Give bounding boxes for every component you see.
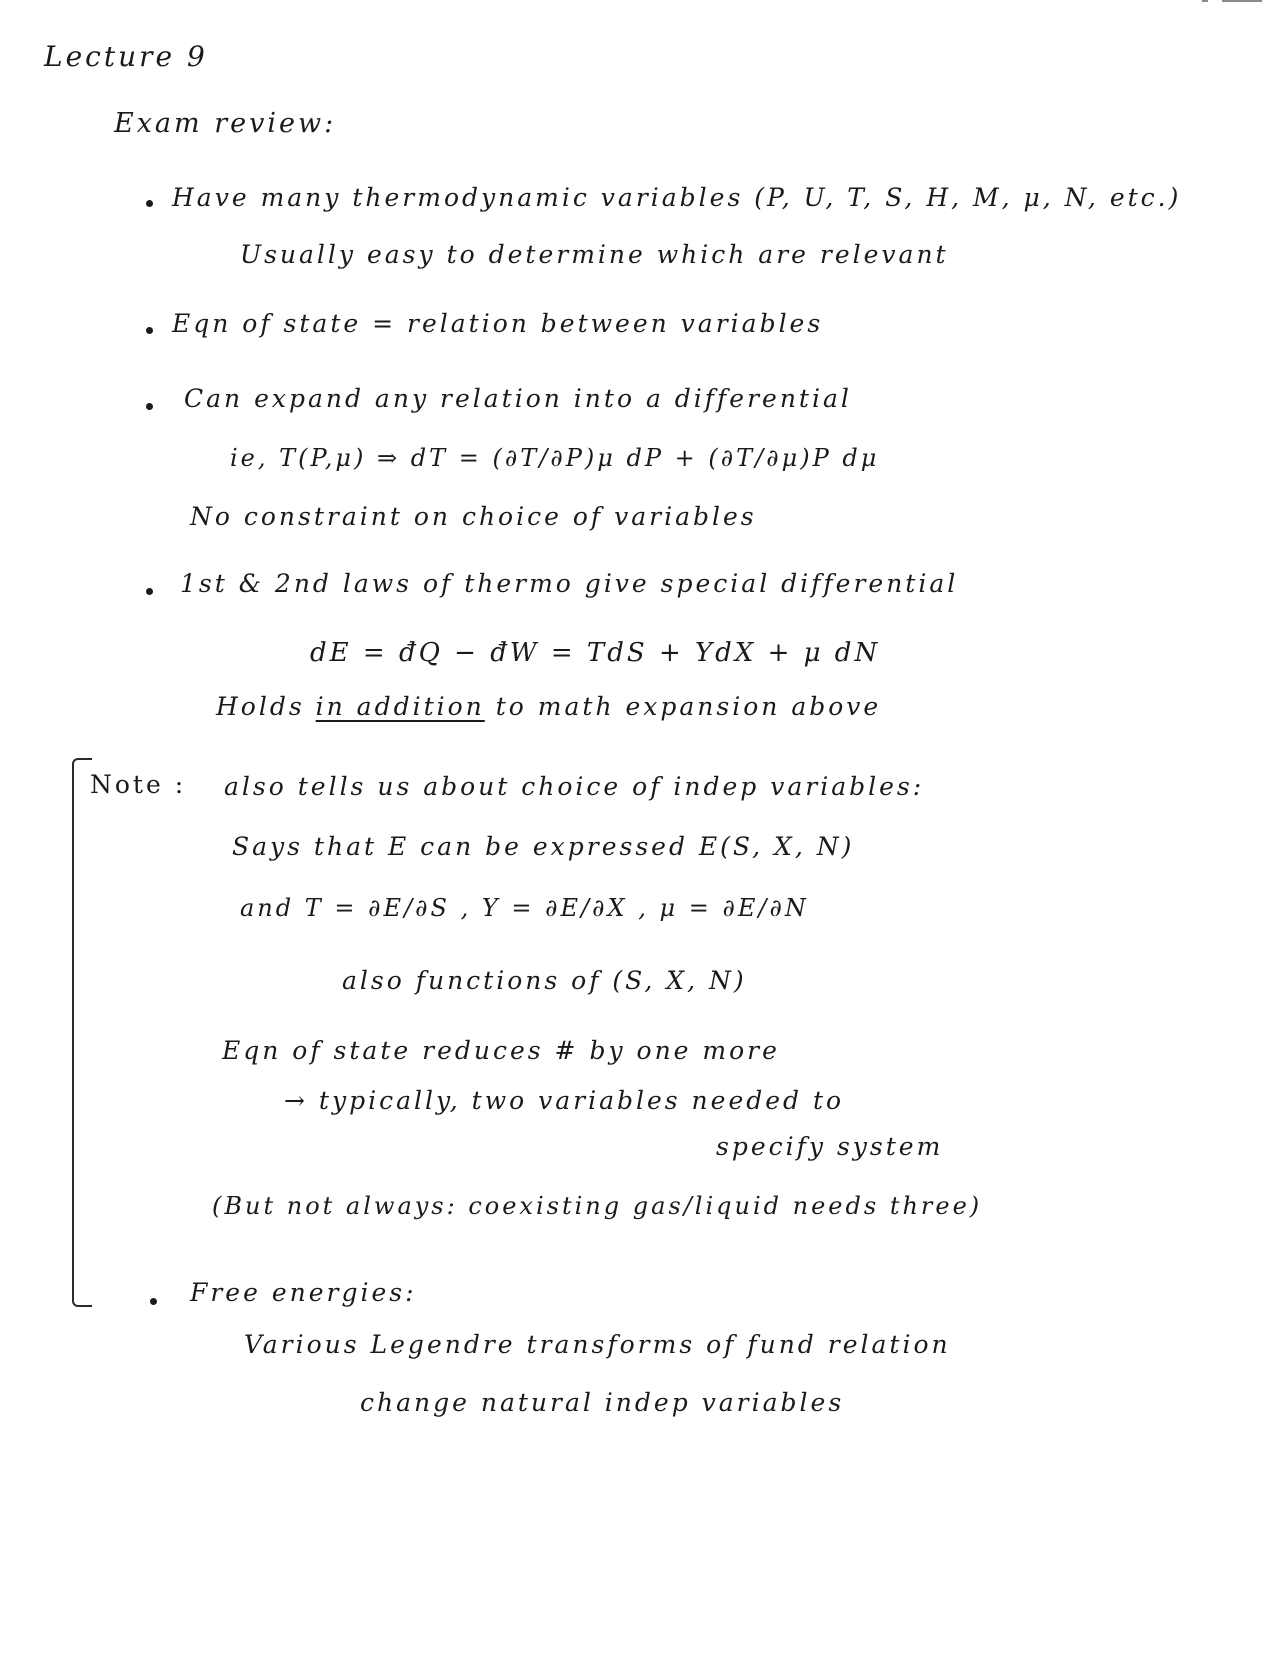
- note-line-legendre: Various Legendre transforms of fund relation: [244, 1330, 951, 1359]
- note-line-eqn-of-state: Eqn of state = relation between variables: [172, 309, 824, 338]
- bullet-dot: [146, 403, 153, 410]
- note-line-specify-system: specify system: [716, 1132, 944, 1161]
- differential-equation: ie, T(P,μ) ⇒ dT = (∂T/∂P)μ dP + (∂T/∂μ)P dμ: [230, 444, 880, 472]
- note-line-no-constraint: No constraint on choice of variables: [190, 502, 757, 531]
- section-heading: Exam review:: [114, 108, 337, 139]
- first-law-equation: dE = đQ − đW = TdS + YdX + μ dN: [310, 638, 881, 668]
- note-line-two-variables: → typically, two variables needed to: [284, 1086, 845, 1115]
- bullet-dot: [146, 200, 153, 207]
- note-line-reduces: Eqn of state reduces # by one more: [222, 1036, 780, 1065]
- note-bracket: [72, 758, 92, 1307]
- scan-edge-tick: [1202, 0, 1208, 2]
- note-line-relevant: Usually easy to determine which are relevant: [240, 240, 949, 269]
- note-line-natural-variables: change natural indep variables: [360, 1388, 845, 1417]
- note-label: Note :: [90, 770, 187, 799]
- note-line-not-always: (But not always: coexisting gas/liquid needs three): [212, 1192, 983, 1220]
- note-line-holds-in-addition: [216, 692, 881, 721]
- scan-edge-mark: [1222, 0, 1262, 2]
- note-line-expressed: Says that E can be expressed E(S, X, N): [232, 832, 855, 861]
- page-title: Lecture 9: [44, 40, 208, 73]
- bullet-dot: [146, 327, 153, 334]
- note-line-expand-differential: Can expand any relation into a differential: [184, 384, 852, 413]
- note-line-variables: Have many thermodynamic variables (P, U, T, S, H, M, μ, N, etc.): [172, 183, 1182, 212]
- in-addition-underlined: in addition: [315, 692, 485, 721]
- bullet-dot: [146, 588, 153, 595]
- note-line-laws-of-thermo: 1st & 2nd laws of thermo give special differential: [180, 569, 959, 598]
- note-line-free-energies: Free energies:: [190, 1278, 417, 1307]
- bullet-dot: [150, 1298, 157, 1305]
- note-line-also-functions: also functions of (S, X, N): [342, 966, 747, 995]
- holds-text: Holds: [216, 692, 305, 721]
- partial-derivatives-equation: and T = ∂E/∂S , Y = ∂E/∂X , μ = ∂E/∂N: [240, 894, 809, 922]
- note-line-indep-variables: also tells us about choice of indep variables:: [224, 772, 925, 801]
- math-expansion-text: to math expansion above: [495, 692, 882, 721]
